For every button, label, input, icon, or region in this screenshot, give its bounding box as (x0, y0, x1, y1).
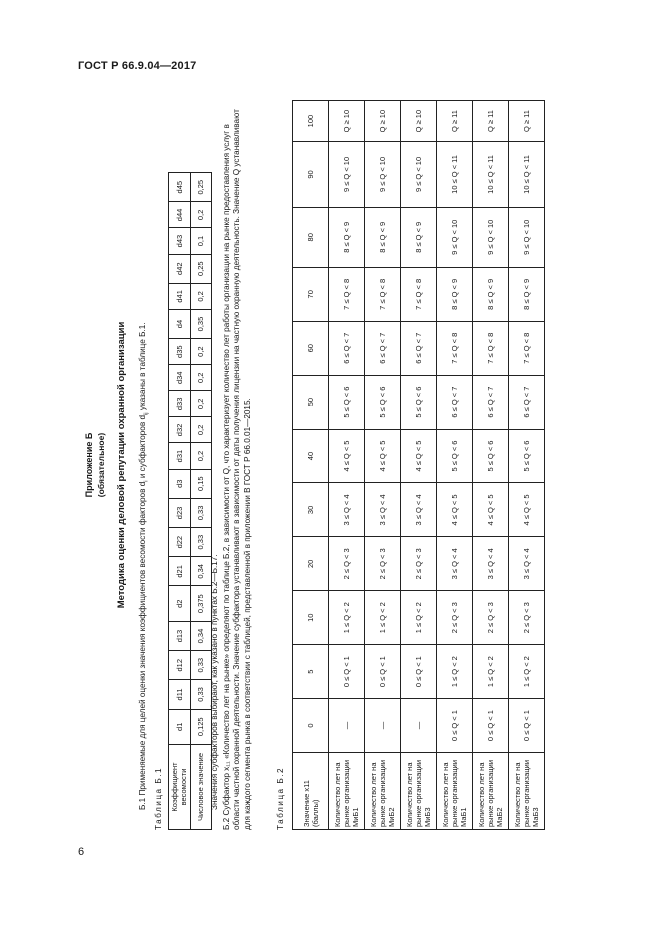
table2-cell: — (365, 699, 401, 753)
b1-sub-ij: ij (143, 412, 150, 415)
table2-cell: Q ≥ 10 (329, 101, 365, 142)
rotated-content (80, 100, 600, 830)
table2-header-cell: 20 (293, 537, 329, 591)
table2-cell: 9 ≤ Q < 10 (437, 207, 473, 267)
table2-row (365, 101, 401, 830)
table2-cell: 0 ≤ Q < 1 (365, 645, 401, 699)
table1-header-cell: d2 (169, 586, 191, 621)
table2-cell: 2 ≤ Q < 3 (437, 591, 473, 645)
table2-cell: 6 ≤ Q < 7 (365, 321, 401, 375)
table1-value-cell: 0,2 (190, 443, 211, 469)
table2-cell: 7 ≤ Q < 8 (509, 321, 545, 375)
table2-cell: 2 ≤ Q < 3 (473, 591, 509, 645)
table2-cell: 5 ≤ Q < 6 (401, 375, 437, 429)
table2-cell: 3 ≤ Q < 4 (437, 537, 473, 591)
table1-value-cell: 0,375 (190, 586, 211, 621)
table2-cell: 3 ≤ Q < 4 (473, 537, 509, 591)
table1-value-cell: 0,1 (190, 228, 211, 254)
table1-header-cell: d22 (169, 528, 191, 557)
page-number: 6 (78, 846, 85, 858)
b1-mid: и субфакторов d (138, 414, 147, 481)
table2-cell: 8 ≤ Q < 9 (437, 267, 473, 321)
table2-cell: 8 ≤ Q < 9 (473, 267, 509, 321)
table1-value-cell: 0,2 (190, 417, 211, 443)
table2-row-label: Количество лет на рынке организации МаБ2 (473, 753, 509, 830)
table2-cell: 3 ≤ Q < 4 (329, 483, 365, 537)
appendix-label: Приложение Б (84, 432, 94, 498)
table2-cell: 6 ≤ Q < 7 (437, 375, 473, 429)
table2-header-row (293, 101, 329, 830)
table2-row-label: Количество лет на рынке организации МиБ3 (401, 753, 437, 830)
table2-cell: 4 ≤ Q < 5 (509, 483, 545, 537)
table1-value-cell: 0,2 (190, 365, 211, 391)
table2-cell: 7 ≤ Q < 8 (473, 321, 509, 375)
table2-cell: 10 ≤ Q < 11 (509, 142, 545, 208)
table2-cell: 0 ≤ Q < 1 (437, 699, 473, 753)
table2-cell: 5 ≤ Q < 6 (329, 375, 365, 429)
table2-cell: 4 ≤ Q < 5 (473, 483, 509, 537)
table1-header-cell: d43 (169, 228, 191, 254)
table2-row-label: Количество лет на рынке организации МаБ1 (437, 753, 473, 830)
table2-cell: 9 ≤ Q < 10 (473, 207, 509, 267)
table2-cell: — (329, 699, 365, 753)
table2-cell: 4 ≤ Q < 5 (329, 429, 365, 483)
table1-header-row (169, 173, 191, 830)
table2-header-cell: 80 (293, 207, 329, 267)
table2-cell: 0 ≤ Q < 1 (473, 699, 509, 753)
table1-header-cell: d13 (169, 621, 191, 650)
table2-cell: 6 ≤ Q < 7 (509, 375, 545, 429)
table2-cell: 6 ≤ Q < 7 (473, 375, 509, 429)
paragraph-b2: Б.2 Субфактор x₁₁ «Количество лет на рынке» определяют по таблице Б.2, в зависимости от Q, что характеризует количество лет работы организации на рынке предоставления услуг в области частной охранной деятельности. Значение субфактора устанавливают в зависимости от даты получения лицензии на частную охранную деятельность. Значение Q устанавливают для каждого сегмента рынка в соответствии с таблицей, представленной в приложении В ГОСТ Р 66.0.01—2015. (222, 109, 252, 830)
table1-header-cell: d45 (169, 173, 191, 202)
table-b2 (292, 100, 545, 830)
table1-caption: Таблица Б.1 (154, 766, 163, 830)
paragraph-after-table1: Значения субфакторов выбирают, как указано в пунктах Б.2—Б.17. (210, 554, 219, 810)
table1-header-cell: d34 (169, 365, 191, 391)
table1-header-cell: d41 (169, 283, 191, 309)
paragraph-b1 (138, 100, 151, 810)
table1-header-cell: d31 (169, 443, 191, 469)
document-header: ГОСТ Р 66.9.04—2017 (78, 60, 197, 72)
table1-value-cell: 0,33 (190, 651, 211, 680)
table2-cell: 2 ≤ Q < 3 (365, 537, 401, 591)
table2-row-label: Количество лет на рынке организации МиБ1 (329, 753, 365, 830)
table2-cell: 5 ≤ Q < 6 (437, 429, 473, 483)
table2-cell: 0 ≤ Q < 1 (401, 645, 437, 699)
table1-header-cell: d32 (169, 417, 191, 443)
table2-header-cell: 5 (293, 645, 329, 699)
table1-value-cell: 0,33 (190, 680, 211, 709)
table1-value-cell: 0,15 (190, 469, 211, 498)
table1-row-label-1: Коэффициент весомости (169, 745, 191, 830)
table2-row (401, 101, 437, 830)
table2-cell: — (401, 699, 437, 753)
table1-row-label-2: Числовое значение (190, 745, 211, 830)
table2-cell: 10 ≤ Q < 11 (473, 142, 509, 208)
table1-value-cell: 0,2 (190, 339, 211, 365)
table1-value-cell: 0,2 (190, 391, 211, 417)
table1-value-cell: 0,25 (190, 254, 211, 283)
table2-cell: 1 ≤ Q < 2 (365, 591, 401, 645)
table1-header-cell: d4 (169, 309, 191, 338)
table2-cell: 7 ≤ Q < 8 (437, 321, 473, 375)
table1-header-cell: d44 (169, 202, 191, 228)
table2-header-cell: 70 (293, 267, 329, 321)
table1-value-cell: 0,125 (190, 709, 211, 744)
table1-value-cell: 0,33 (190, 528, 211, 557)
table2-header-cell: 10 (293, 591, 329, 645)
table2-cell: 9 ≤ Q < 10 (365, 142, 401, 208)
table2-cell: 1 ≤ Q < 2 (401, 591, 437, 645)
table2-cell: 3 ≤ Q < 4 (509, 537, 545, 591)
table2-cell: 5 ≤ Q < 6 (509, 429, 545, 483)
table2-header-cell: 40 (293, 429, 329, 483)
table2-cell: 0 ≤ Q < 1 (329, 645, 365, 699)
table2-cell: 1 ≤ Q < 2 (329, 591, 365, 645)
b1-text: Б.1 Применяемые для целей оценки значения коэффициентов весомости факторов d (138, 481, 147, 810)
appendix-title: Методика оценки деловой репутации охранной организации (116, 321, 127, 609)
table2-cell: 8 ≤ Q < 9 (401, 207, 437, 267)
table2-header-cell: 30 (293, 483, 329, 537)
table1-value-cell: 0,25 (190, 173, 211, 202)
table2-cell: 9 ≤ Q < 10 (329, 142, 365, 208)
table2-cell: Q ≥ 10 (365, 101, 401, 142)
table2-caption: Таблица Б.2 (276, 766, 285, 830)
table2-header-cell: 100 (293, 101, 329, 142)
table2-header-cell: 60 (293, 321, 329, 375)
table2-row (437, 101, 473, 830)
table2-cell: 4 ≤ Q < 5 (401, 429, 437, 483)
table2-cell: 10 ≤ Q < 11 (437, 142, 473, 208)
table2-cell: 4 ≤ Q < 5 (365, 429, 401, 483)
table2-cell: 5 ≤ Q < 6 (473, 429, 509, 483)
table1-header-cell: d35 (169, 339, 191, 365)
table1-value-cell: 0,2 (190, 202, 211, 228)
b1-sub-i: i (143, 480, 150, 482)
table2-cell: 7 ≤ Q < 8 (365, 267, 401, 321)
table2-cell: 7 ≤ Q < 8 (401, 267, 437, 321)
table2-cell: 3 ≤ Q < 4 (401, 483, 437, 537)
table2-header-cell: 50 (293, 375, 329, 429)
table2-row-label: Количество лет на рынке организации МаБ3 (509, 753, 545, 830)
table2-cell: Q ≥ 11 (509, 101, 545, 142)
table2-corner: Значение x11 (баллы) (293, 753, 329, 830)
table2-cell: 9 ≤ Q < 10 (509, 207, 545, 267)
table1-header-cell: d33 (169, 391, 191, 417)
table2-cell: 7 ≤ Q < 8 (329, 267, 365, 321)
table2-cell: 1 ≤ Q < 2 (509, 645, 545, 699)
table1-header-cell: d21 (169, 557, 191, 586)
table1-header-cell: d1 (169, 709, 191, 744)
table2-cell: 8 ≤ Q < 9 (329, 207, 365, 267)
table1-header-cell: d11 (169, 680, 191, 709)
table1-value-row (190, 173, 211, 830)
table2-cell: 8 ≤ Q < 9 (509, 267, 545, 321)
table1-value-cell: 0,35 (190, 309, 211, 338)
table2-header-cell: 90 (293, 142, 329, 208)
table2-cell: 2 ≤ Q < 3 (401, 537, 437, 591)
table1-header-cell: d12 (169, 651, 191, 680)
table1-value-cell: 0,34 (190, 621, 211, 650)
table2-row (473, 101, 509, 830)
table2-cell: 0 ≤ Q < 1 (509, 699, 545, 753)
table1-header-cell: d3 (169, 469, 191, 498)
table2-cell: 3 ≤ Q < 4 (365, 483, 401, 537)
table2-cell: Q ≥ 11 (437, 101, 473, 142)
table2-cell: 1 ≤ Q < 2 (473, 645, 509, 699)
table2-cell: 2 ≤ Q < 3 (329, 537, 365, 591)
table2-row (509, 101, 545, 830)
table1-value-cell: 0,2 (190, 283, 211, 309)
table1-value-cell: 0,33 (190, 498, 211, 527)
table2-cell: Q ≥ 10 (401, 101, 437, 142)
table2-cell: 4 ≤ Q < 5 (437, 483, 473, 537)
table1-value-cell: 0,34 (190, 557, 211, 586)
table1-header-cell: d23 (169, 498, 191, 527)
table2-cell: 5 ≤ Q < 6 (365, 375, 401, 429)
table2-cell: 6 ≤ Q < 7 (329, 321, 365, 375)
appendix-status: (обязательное) (96, 432, 106, 498)
table2-cell: 6 ≤ Q < 7 (401, 321, 437, 375)
table1-header-cell: d42 (169, 254, 191, 283)
table2-row (329, 101, 365, 830)
table2-cell: 1 ≤ Q < 2 (437, 645, 473, 699)
table2-cell: 8 ≤ Q < 9 (365, 207, 401, 267)
table-b1 (168, 172, 212, 830)
table2-cell: 9 ≤ Q < 10 (401, 142, 437, 208)
table2-row-label: Количество лет на рынке организации МиБ2 (365, 753, 401, 830)
table2-cell: 2 ≤ Q < 3 (509, 591, 545, 645)
b1-end: указаны в таблице Б.1. (138, 322, 147, 413)
table2-header-cell: 0 (293, 699, 329, 753)
table2-cell: Q ≥ 11 (473, 101, 509, 142)
